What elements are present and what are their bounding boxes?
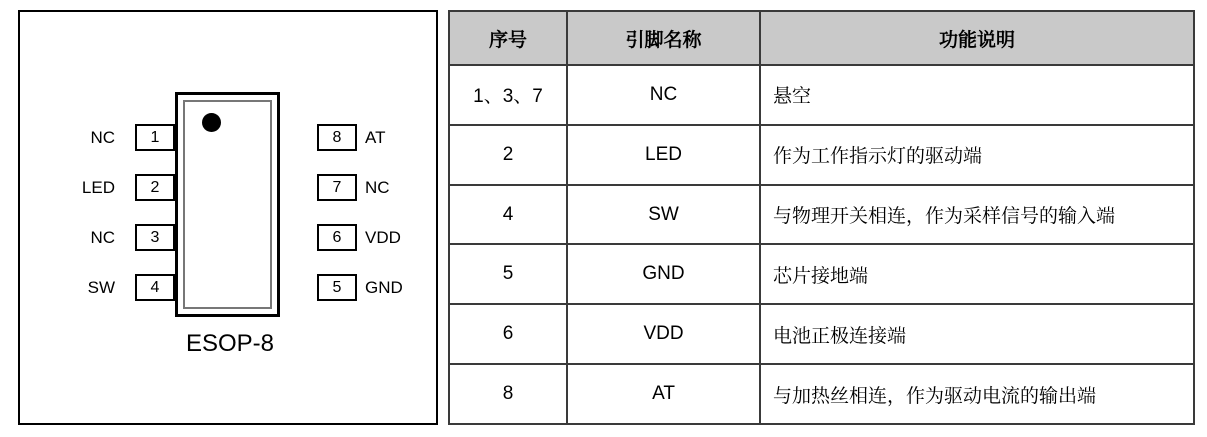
cell-desc: 与物理开关相连，作为采样信号的输入端: [760, 185, 1194, 245]
pin-description-table-wrapper: [448, 10, 1193, 425]
column-header-no: 序号: [449, 11, 567, 65]
pin-number-right-5: 5: [317, 274, 357, 301]
chip-body: [175, 92, 280, 317]
cell-name: AT: [567, 364, 760, 424]
pin-number-right-6: 6: [317, 224, 357, 251]
cell-name: NC: [567, 65, 760, 125]
cell-name: LED: [567, 125, 760, 185]
pin-signal-right-5: GND: [365, 278, 403, 297]
cell-no: 2: [449, 125, 567, 185]
pin-signal-right-6: VDD: [365, 228, 401, 247]
pin-number-left-2: 2: [135, 174, 175, 201]
pin-number-left-3: 3: [135, 224, 175, 251]
table-row: [449, 65, 1194, 125]
pin-number-left-1: 1: [135, 124, 175, 151]
chip-body-inner: [183, 100, 272, 309]
column-header-desc: 功能说明: [760, 11, 1194, 65]
cell-name: VDD: [567, 304, 760, 364]
pin-description-table: [448, 10, 1195, 425]
pin-number-left-4: 4: [135, 274, 175, 301]
table-row: [449, 185, 1194, 245]
pin-number-right-8: 8: [317, 124, 357, 151]
cell-no: 8: [449, 364, 567, 424]
table-row: [449, 364, 1194, 424]
cell-name: GND: [567, 244, 760, 304]
package-diagram-panel: [18, 10, 438, 425]
package-name-label: ESOP-8: [185, 330, 275, 357]
cell-desc: 与加热丝相连，作为驱动电流的输出端: [760, 364, 1194, 424]
pin-signal-right-7: NC: [365, 178, 390, 197]
pin-signal-right-8: AT: [365, 128, 386, 147]
table-row: [449, 304, 1194, 364]
pin-signal-left-1: NC: [90, 128, 115, 147]
cell-desc: 电池正极连接端: [760, 304, 1194, 364]
table-row: [449, 244, 1194, 304]
cell-no: 4: [449, 185, 567, 245]
column-header-name: 引脚名称: [567, 11, 760, 65]
cell-desc: 芯片接地端: [760, 244, 1194, 304]
cell-desc: 悬空: [760, 65, 1194, 125]
pin-number-right-7: 7: [317, 174, 357, 201]
cell-no: 6: [449, 304, 567, 364]
table-row: [449, 125, 1194, 185]
package-drawing: [20, 12, 436, 423]
pin1-marker-dot: [202, 113, 221, 132]
pin-signal-left-3: NC: [90, 228, 115, 247]
cell-name: SW: [567, 185, 760, 245]
pin-signal-left-2: LED: [81, 178, 115, 197]
cell-no: 5: [449, 244, 567, 304]
pin-signal-left-4: SW: [87, 278, 115, 297]
table-header-row: [449, 11, 1194, 65]
cell-desc: 作为工作指示灯的驱动端: [760, 125, 1194, 185]
cell-no: 1、3、7: [449, 65, 567, 125]
